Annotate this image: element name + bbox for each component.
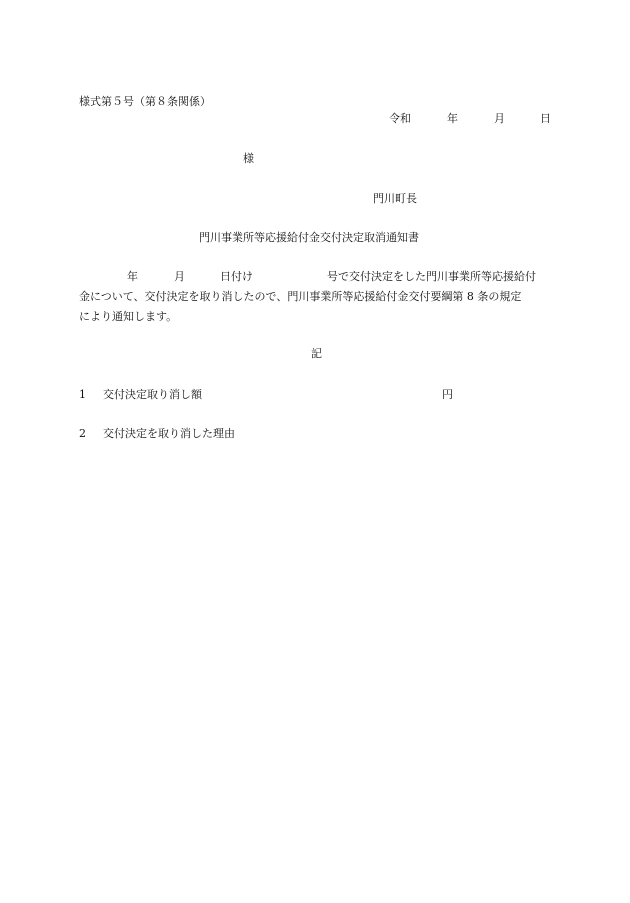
document-title: 門川事業所等応援給付金交付決定取消通知書 bbox=[199, 231, 419, 244]
body-month-unit: 月 bbox=[174, 270, 185, 283]
item-2-label: 交付決定を取り消した理由 bbox=[103, 427, 235, 440]
item-1-unit: 円 bbox=[442, 388, 453, 401]
date-month-unit: 月 bbox=[494, 112, 505, 125]
date-line bbox=[0, 113, 551, 127]
item-2 bbox=[79, 428, 235, 439]
item-2-number: 2 bbox=[79, 427, 86, 440]
body-line-1-rest: 号で交付決定をした門川事業所等応援給付 bbox=[327, 270, 536, 283]
item-1 bbox=[79, 389, 202, 400]
body-text bbox=[79, 267, 552, 327]
issuer: 門川町長 bbox=[373, 192, 417, 205]
body-line-2: 金について、交付決定を取り消したので、門川事業所等応援給付金交付要綱第 8 条の規定 bbox=[79, 290, 522, 303]
date-year-unit: 年 bbox=[447, 112, 458, 125]
item-1-number: 1 bbox=[79, 388, 86, 401]
body-year-unit: 年 bbox=[127, 270, 138, 283]
date-era: 令和 bbox=[389, 112, 411, 125]
form-number: 様式第５号（第８条関係） bbox=[79, 95, 211, 108]
addressee-honorific: 様 bbox=[243, 152, 254, 165]
date-day-unit: 日 bbox=[540, 112, 551, 125]
item-1-label: 交付決定取り消し額 bbox=[103, 388, 202, 401]
body-line-1 bbox=[79, 267, 552, 287]
ki-heading: 記 bbox=[311, 347, 322, 360]
body-day-unit: 日付け bbox=[220, 270, 253, 283]
body-line-3: により通知します。 bbox=[79, 310, 178, 323]
